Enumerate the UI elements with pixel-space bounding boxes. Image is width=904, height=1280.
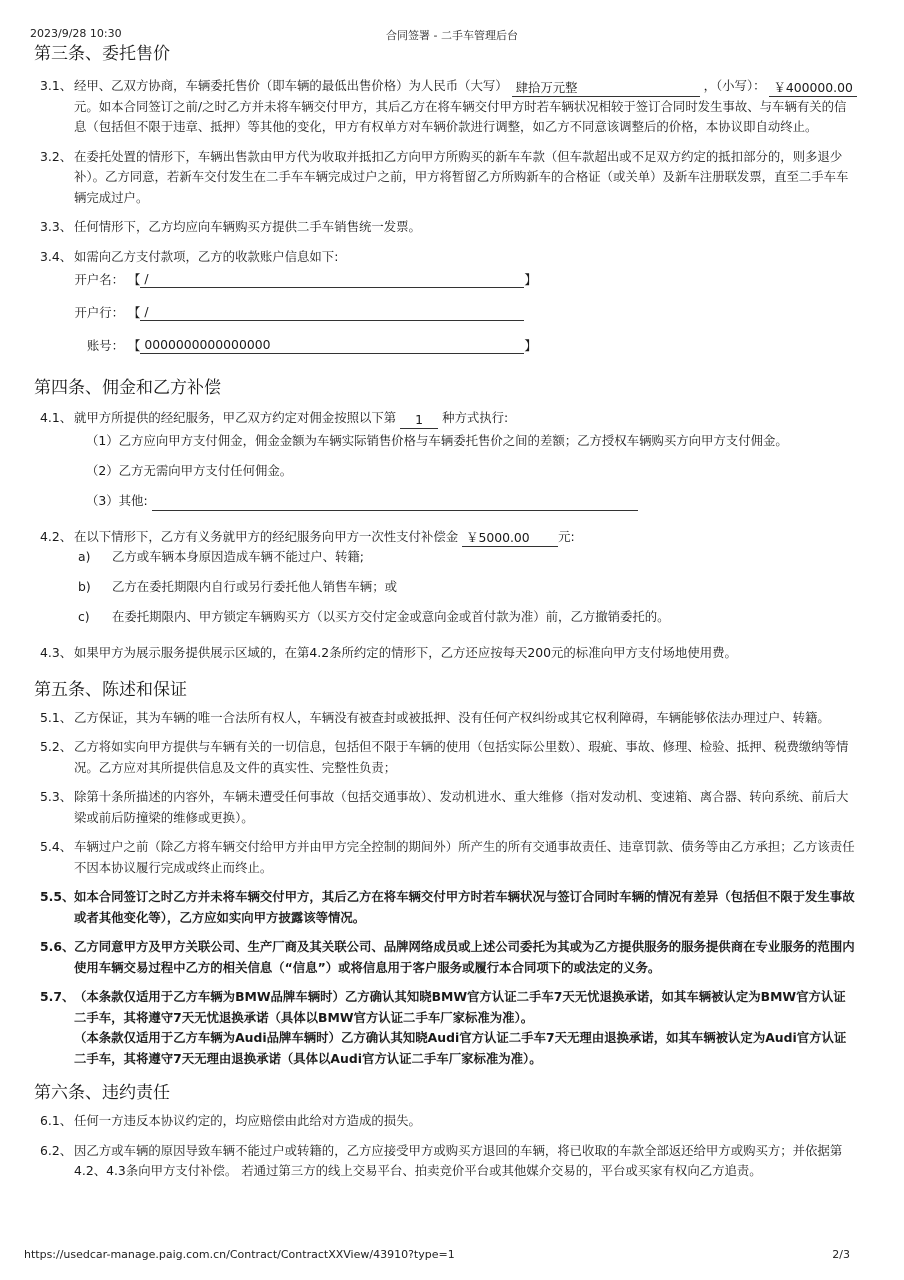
- clause-3-4: [40, 247, 858, 268]
- sub-number: a): [78, 549, 91, 564]
- clause-number: 6.1、: [40, 1113, 73, 1128]
- clause-number: 3.1、: [40, 78, 73, 93]
- clause-number: 6.2、: [40, 1142, 73, 1158]
- account-bank-value: /: [140, 302, 524, 321]
- account-name-row: [62, 269, 904, 292]
- clause-4-1: [40, 408, 858, 429]
- account-name-label: 开户名：: [74, 272, 124, 287]
- clause-text-bmw: （本条款仅适用于乙方车辆为BMW品牌车辆时）乙方确认其知晓BMW官方认证二手车7天无忧退换承诺，如其车辆被认定为BMW官方认证二手车，其将遵守7天无忧退换承诺（具体以BMW官方认证二手车厂家标准为准）。: [74, 989, 846, 1025]
- clause-number: 5.3、: [40, 789, 73, 804]
- clause-3-3: [40, 217, 858, 238]
- clause-number: 5.7、: [40, 989, 75, 1004]
- clause-text: 乙方将如实向甲方提供与车辆有关的一切信息，包括但不限于车辆的使用（包括实际公里数）、瑕疵、事故、修理、检验、抵押、税费缴纳等情况。乙方应对其所提供信息及文件的真实性、完整性负责；: [74, 739, 849, 775]
- clause-number: 5.2、: [40, 739, 73, 754]
- clause-text: 元。如本合同签订之前/之时乙方并未将车辆交付甲方，其后乙方在将车辆交付甲方时若车辆状况相较于签订合同时发生事故、与车辆有关的信息（包括但不限于违章、抵押）等其他的变化，甲方有权单方对车辆价款进行调整，如乙方不同意该调整后的价格，本协议即自动终止。: [74, 98, 847, 134]
- option-3-label: （3）其他:: [86, 492, 148, 508]
- clause-4-2-b: [78, 577, 904, 597]
- clause-number: 5.4、: [40, 839, 73, 854]
- sub-number: b): [78, 579, 91, 594]
- clause-5-6: [40, 937, 858, 978]
- bracket-left: 【: [127, 272, 141, 287]
- clause-4-2: [40, 527, 858, 548]
- clause-number: 5.1、: [40, 709, 73, 725]
- clause-text: 在委托处置的情形下，车辆出售款由甲方代为收取并抵扣乙方向甲方所购买的新车车款（但车款超出或不足双方约定的抵扣部分的，则多退少补）。乙方同意，若新车交付发生在二手车车辆完成过户之前，甲方将暂留乙方所购新车的合格证（或关单）及新车注册联发票，直至二手车车辆完成过户。: [74, 148, 849, 205]
- account-number-label: 账号：: [86, 338, 124, 353]
- clause-5-3: [40, 787, 858, 828]
- clause-text: 任何一方违反本协议约定的，均应赔偿由此给对方造成的损失。: [74, 1113, 421, 1128]
- bracket-right: 】: [524, 272, 537, 287]
- clause-number: 4.2、: [40, 528, 73, 544]
- commission-option-3: [86, 491, 904, 511]
- section-4-title: 第四条、佣金和乙方补偿: [34, 378, 221, 398]
- clause-text: 如本合同签订之时乙方并未将车辆交付甲方，其后乙方在将车辆交付甲方时若车辆状况与签订合同时车辆的情况有差异（包括但不限于发生事故或者其他变化等），乙方应如实向甲方披露该等情况。: [74, 889, 855, 925]
- clause-6-2: [40, 1141, 858, 1182]
- section-5-title: 第五条、陈述和保证: [34, 679, 187, 700]
- clause-text: 因乙方或车辆的原因导致车辆不能过户或转籍的，乙方应接受甲方或购买方退回的车辆，将已收取的车款全部返还给甲方或购买方；并依据第4.2、4.3条向甲方支付补偿。 若通过第三方的线上交易平台、拍卖竞价平台或其他媒介交易的，平台或买家有权向乙方追责。: [74, 1142, 843, 1178]
- clause-text: 经甲、乙双方协商，车辆委托售价（即车辆的最低出售价格）为人民币（大写）: [74, 78, 508, 93]
- commission-way-field: 1: [400, 411, 438, 429]
- print-page-number: 2/3: [832, 1248, 850, 1261]
- clause-4-3: [40, 643, 858, 664]
- sub-text: 乙方或车辆本身原因造成车辆不能过户、转籍;: [112, 549, 364, 564]
- account-number-value: 0000000000000000: [140, 335, 524, 354]
- clause-text: 在以下情形下，乙方有义务就甲方的经纪服务向甲方一次性支付补偿金: [74, 528, 459, 544]
- clause-number: 5.5、: [40, 889, 75, 904]
- bracket-right: 】: [524, 338, 537, 353]
- clause-text: 如需向乙方支付款项，乙方的收款账户信息如下:: [74, 248, 339, 264]
- clause-number: 4.3、: [40, 645, 73, 660]
- clause-text: 除第十条所描述的内容外，车辆未遭受任何事故（包括交通事故）、发动机进水、重大维修（指对发动机、变速箱、离合器、转向系统、前后大梁或前后防撞梁的维修或更换）。: [74, 789, 849, 825]
- bracket-left: 【: [127, 338, 141, 353]
- print-url: https://usedcar-manage.paig.com.cn/Contract/ContractXXView/43910?type=1: [24, 1248, 455, 1261]
- account-name-value: /: [140, 269, 524, 288]
- clause-5-4: [40, 837, 858, 878]
- contract-content: [0, 42, 904, 1182]
- clause-text: 就甲方所提供的经纪服务，甲乙双方约定对佣金按照以下第: [74, 410, 397, 425]
- clause-text: 乙方同意甲方及甲方关联公司、生产厂商及其关联公司、品牌网络成员或上述公司委托为其或为乙方提供服务的服务提供商在专业服务的范围内使用车辆交易过程中乙方的相关信息（“信息”）或将信息用于客户服务或履行本合同项下的或法定的义务。: [74, 939, 855, 975]
- commission-option-1: （1）乙方应向甲方支付佣金，佣金金额为车辆实际销售价格与车辆委托售价之间的差额；乙方授权车辆购买方向甲方支付佣金。: [86, 432, 788, 448]
- clause-text: 任何情形下，乙方均应向车辆购买方提供二手车销售统一发票。: [74, 219, 421, 234]
- bracket-left: 【: [127, 305, 141, 320]
- clause-number: 3.4、: [40, 248, 73, 264]
- clause-text: 元:: [558, 528, 575, 544]
- clause-5-7: [40, 987, 858, 1069]
- account-bank-row: [62, 302, 904, 325]
- clause-text-audi: （本条款仅适用于乙方车辆为Audi品牌车辆时）乙方确认其知晓Audi官方认证二手车7天无理由退换承诺，如其车辆被认定为Audi官方认证二手车，其将遵守7天无理由退换承诺（具体以Audi官方认证二手车厂家标准为准）。: [74, 1030, 847, 1066]
- sub-number: c): [78, 609, 90, 624]
- section-3-title: 第三条、委托售价: [34, 44, 170, 64]
- clause-5-2: [40, 737, 858, 778]
- clause-number: 3.3、: [40, 219, 73, 234]
- account-number-row: [62, 335, 904, 358]
- account-bank-label: 开户行：: [74, 305, 124, 320]
- clause-3-2: [40, 147, 858, 209]
- option-3-blank: [152, 494, 638, 511]
- commission-option-2: （2）乙方无需向甲方支付任何佣金。: [86, 462, 293, 478]
- clause-3-1: [40, 76, 858, 138]
- clause-text: 车辆过户之前（除乙方将车辆交付给甲方并由甲方完全控制的期间外）所产生的所有交通事故责任、违章罚款、债务等由乙方承担；乙方该责任不因本协议履行完成或终止而终止。: [74, 839, 855, 875]
- clause-5-1: [40, 708, 858, 729]
- clause-text: 如果甲方为展示服务提供展示区域的，在第4.2条所约定的情形下，乙方还应按每天200元的标准向甲方支付场地使用费。: [74, 645, 737, 660]
- price-lower-field: ￥400000.00: [769, 79, 857, 97]
- section-6-title: 第六条、违约责任: [34, 1083, 170, 1103]
- clause-number: 4.1、: [40, 410, 73, 425]
- clause-text: 乙方保证，其为车辆的唯一合法所有权人，车辆没有被查封或被抵押、没有任何产权纠纷或其它权利障碍，车辆能够依法办理过户、转籍。: [74, 709, 830, 725]
- clause-text: ，（小写）：: [703, 78, 766, 93]
- print-datetime: 2023/9/28 10:30: [30, 27, 122, 40]
- print-page-title: 合同签署 - 二手车管理后台: [386, 29, 518, 42]
- clause-number: 3.2、: [40, 148, 73, 164]
- clause-4-2-a: [78, 547, 904, 567]
- clause-6-1: [40, 1111, 858, 1132]
- price-upper-field: 肆拾万元整: [512, 79, 700, 97]
- clause-4-2-c: [78, 607, 904, 627]
- clause-5-5: [40, 887, 858, 928]
- sub-text: 乙方在委托期限内自行或另行委托他人销售车辆；或: [112, 579, 397, 594]
- clause-text: 种方式执行:: [442, 410, 509, 425]
- compensation-amount-field: ￥5000.00: [462, 529, 558, 547]
- clause-number: 5.6、: [40, 939, 75, 954]
- sub-text: 在委托期限内、甲方锁定车辆购买方（以买方交付定金或意向金或首付款为准）前，乙方撤销委托的。: [112, 609, 670, 624]
